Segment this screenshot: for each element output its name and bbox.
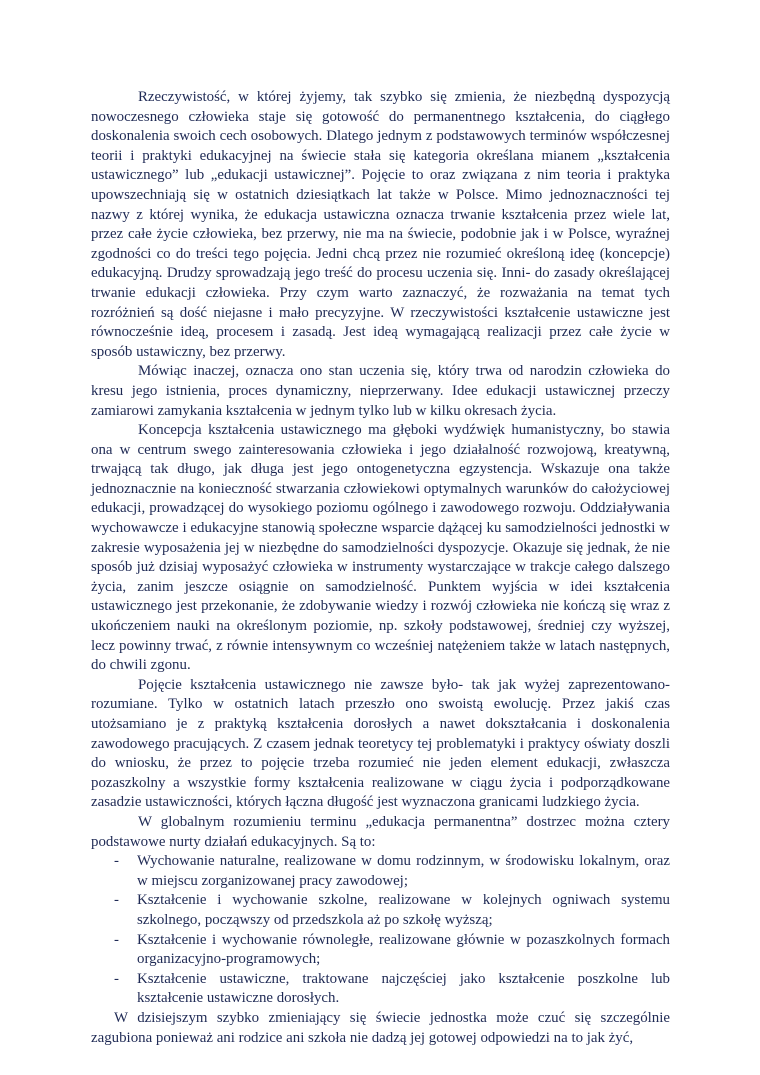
list-item-text: Kształcenie i wychowanie szkolne, realizowane w kolejnych ogniwach systemu szkolnego, począwszy od przedszkola aż po szkołę wyższą; <box>137 892 670 928</box>
paragraph-6: W dzisiejszym szybko zmieniający się świecie jednostka może czuć się szczególnie zagubiona ponieważ ani rodzice ani szkoła nie dadzą jej gotowej odpowiedzi na to jak żyć, <box>91 1009 670 1046</box>
list-bullet: - <box>114 931 119 948</box>
list-bullet: - <box>114 892 119 909</box>
paragraph-4: Pojęcie kształcenia ustawicznego nie zawsze było- tak jak wyżej zaprezentowano- rozumiane. Tylko w ostatnich latach przeszło ono swoistą ewolucję. Przez jakiś czas utożsamiano je z praktyką kształcenia dorosłych a nawet dokształcania i doskonalenia zawodowego pracujących. Z czasem jednak teoretycy tej problematyki i praktycy oświaty doszli do wniosku, że przez to pojęcie trzeba rozumieć nie jeden element edukacji, zwłaszcza pozaszkolny a wszystkie formy kształcenia realizowane w ciągu życia i podporządkowane zasadzie ustawiczności, których łączna długość jest wyznaczona granicami ludzkiego życia. <box>91 676 670 811</box>
list-item <box>91 931 670 970</box>
list-item <box>91 891 670 930</box>
list-bullet: - <box>114 970 119 987</box>
paragraph-5: W globalnym rozumieniu terminu „edukacja permanentna” dostrzec można cztery podstawowe nurty działań edukacyjnych. Są to: <box>91 813 670 850</box>
paragraph-3: Koncepcja kształcenia ustawicznego ma głęboki wydźwięk humanistyczny, bo stawia ona w centrum swego zainteresowania człowieka i jego działalność rozwojową, kreatywną, trwającą tak długo, jak długa jest jego ontogenetyczna egzystencja. Wskazuje ona także jednoznacznie na konieczność stwarzania człowiekowi optymalnych warunków do całożyciowej edukacji, prowadzącej do wysokiego poziomu ogólnego i zawodowego rozwoju. Oddziaływania wychowawcze i edukacyjne stanowią społeczne wsparcie dążącej ku samodzielności jednostki w zakresie wyposażenia jej w niezbędne do samodzielności dyspozycje. Okazuje się jednak, że nie sposób już dzisiaj wyposażyć człowieka w instrumenty wystarczające w trakcje całego dalszego życia, zanim jeszcze osiągnie on samodzielność. Punktem wyjścia w idei kształcenia ustawicznego jest przekonanie, że zdobywanie wiedzy i rozwój człowieka nie kończą się wraz z ukończeniem nauki na określonym poziomie, np. szkoły podstawowej, średniej czy wyższej, lecz powinny trwać, z równie intensywnym co wcześniej natężeniem także w latach następnych, do chwili zgonu. <box>91 422 670 674</box>
list-item-text: Kształcenie ustawiczne, traktowane najczęściej jako kształcenie poszkolne lub kształcenie ustawiczne dorosłych. <box>137 970 670 1007</box>
educational-streams-list <box>91 852 670 1009</box>
list-bullet: - <box>114 853 119 870</box>
list-item <box>91 852 670 891</box>
list-item-text: Kształcenie i wychowanie równoległe, realizowane głównie w pozaszkolnych formach organizacyjno-programowych; <box>137 931 670 968</box>
list-item <box>91 970 670 1009</box>
paragraph-2: Mówiąc inaczej, oznacza ono stan uczenia się, który trwa od narodzin człowieka do kresu jego istnienia, proces dynamiczny, nieprzerwany. Idee edukacji ustawicznej przeczy zamiarowi zamykania kształcenia w jednym tylko lub w kilku okresach życia. <box>91 363 670 419</box>
list-item-text: Wychowanie naturalne, realizowane w domu rodzinnym, w środowisku lokalnym, oraz w miejscu zorganizowanej pracy zawodowej; <box>137 853 670 889</box>
paragraph-1: Rzeczywistość, w której żyjemy, tak szybko się zmienia, że niezbędną dyspozycją nowoczesnego człowieka staje się gotowość do permanentnego kształcenia, do ciągłego doskonalenia swoich cech osobowych. Dlatego jednym z podstawowych terminów współczesnej teorii i praktyki edukacyjnej na świecie stała się kategoria określana mianem „kształcenia ustawicznego” lub „edukacji ustawicznej”. Pojęcie to oraz związana z nim teoria i praktyka upowszechniają się w ostatnich dziesiątkach lat także w Polsce. Mimo jednoznaczności tej nazwy z której wynika, że edukacja ustawiczna oznacza trwanie kształcenia przez wiele lat, przez całe życie człowieka, bez przerwy, nie ma na świecie, podobnie jak i w Polsce, wyraźnej zgodności co do treści tego pojęcia. Jedni chcą przez nie rozumieć określoną ideę (koncepcje) edukacyjną. Drudzy sprowadzają jego treść do procesu uczenia się. Inni- do zasady określającej trwanie edukacji człowieka. Przy czym warto zaznaczyć, że rozważania na temat tych rozróżnień są dość niejasne i mało precyzyjne. W rzeczywistości kształcenie ustawiczne jest równocześnie ideą, procesem i zasadą. Jest ideą wymagającą realizacji przez całe życie w sposób ustawiczny, bez przerwy. <box>91 89 670 360</box>
